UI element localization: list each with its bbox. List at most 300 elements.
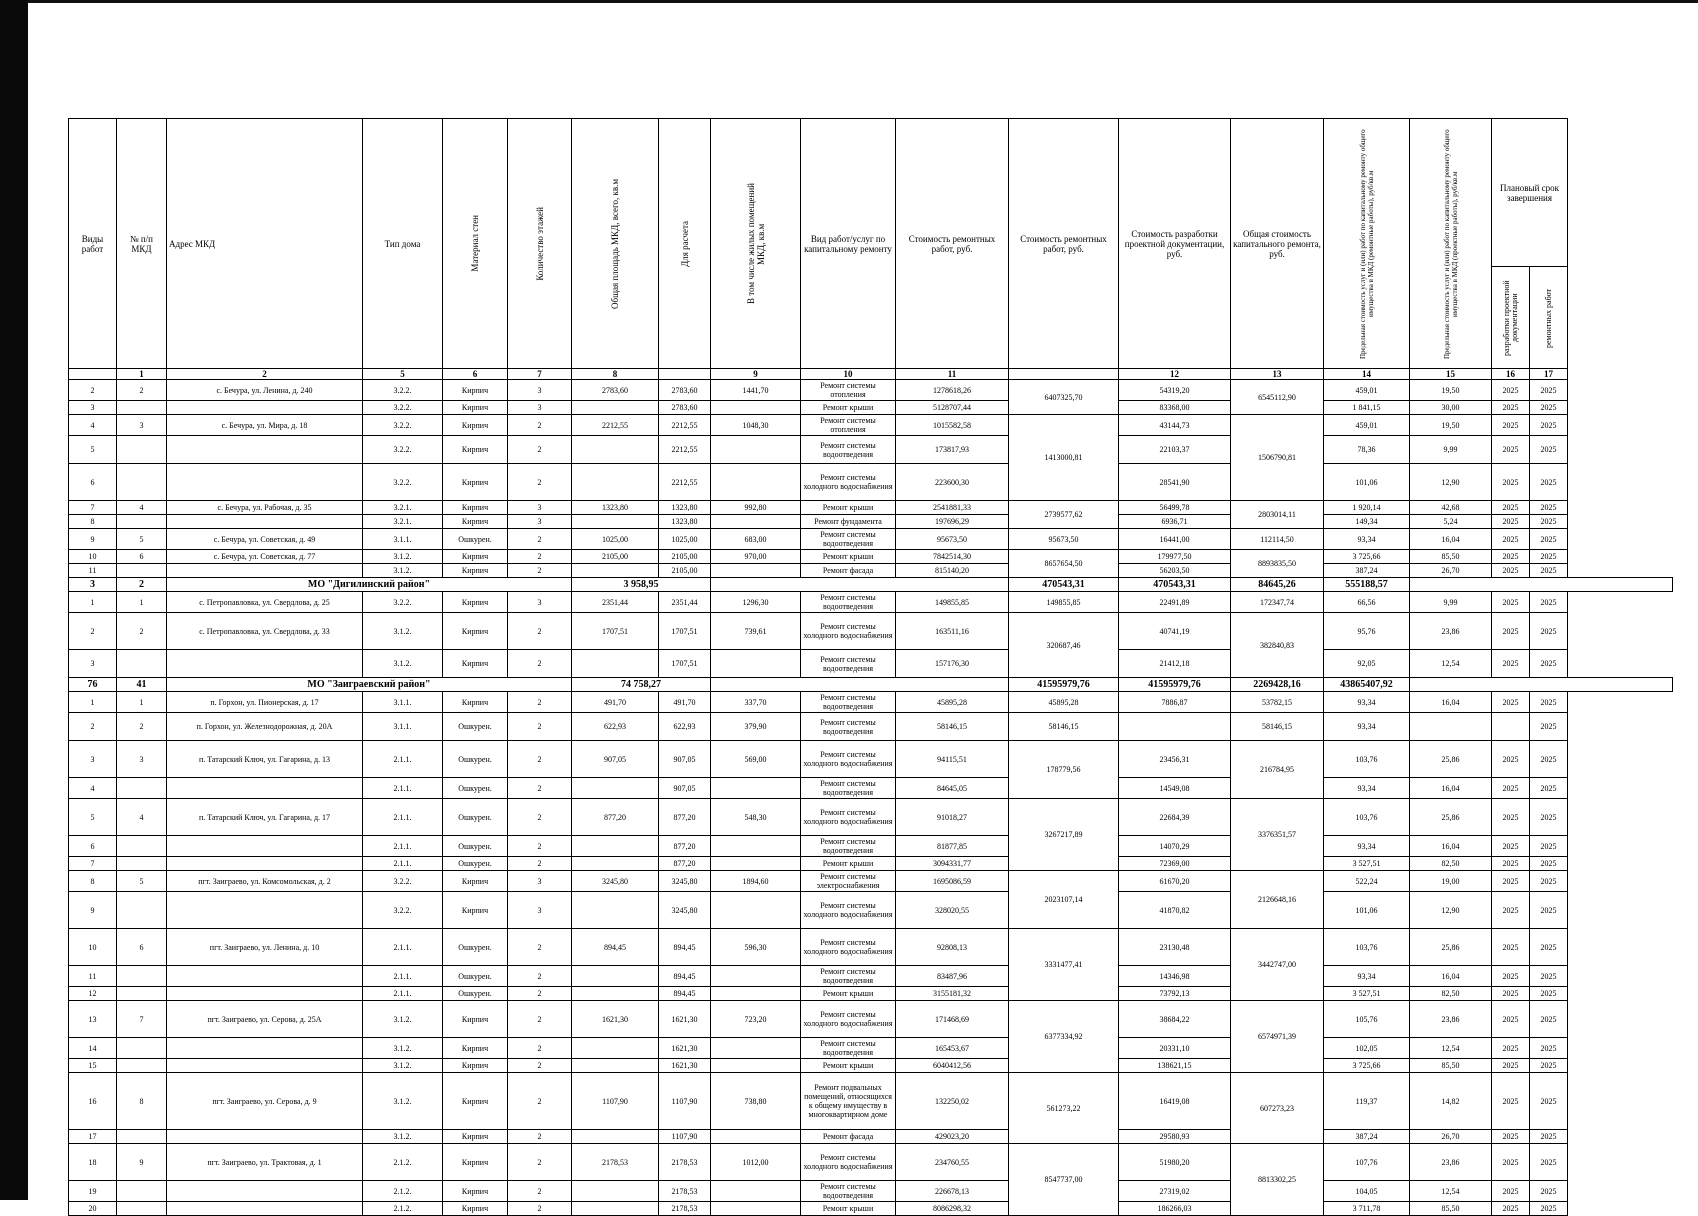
col-srok-pd: [1492, 267, 1530, 369]
cell-pred-pd: 16,04: [1410, 778, 1492, 799]
cell-adres: п. Горхон, ул. Пионерская, д. 17: [167, 692, 363, 713]
cell-material: Кирпич: [443, 415, 508, 436]
cell-ploshad-obsh: [572, 1181, 659, 1202]
cell-etazhi: 2: [508, 436, 572, 464]
cell-nomer: [117, 966, 167, 987]
table-row: [69, 515, 1673, 529]
cell-stoim-rem2: 95673,50: [1009, 529, 1119, 550]
cell-tip-doma: 3.1.1.: [363, 692, 443, 713]
cell-pred-rem: 459,01: [1324, 380, 1410, 401]
cell-etazhi: 2: [508, 1073, 572, 1130]
col-vid-rabot: Виды работ: [69, 119, 117, 369]
cell-pred-rem: 93,34: [1324, 713, 1410, 741]
cell-dlya-rascheta: 2105,00: [659, 550, 711, 564]
cell-etazhi: 2: [508, 550, 572, 564]
cell-ploshad-zhil: 548,30: [711, 799, 801, 836]
cell-pred-pd: 12,54: [1410, 1181, 1492, 1202]
cell-srok-rem: 2025: [1530, 713, 1568, 741]
cell-stoim-pd: 29580,93: [1119, 1130, 1231, 1144]
col-ploshad-obsh: [572, 119, 659, 369]
cell-stoim-pd: 20331,10: [1119, 1038, 1231, 1059]
cell-stoim-pd: 14549,08: [1119, 778, 1231, 799]
cell-ploshad-zhil: [711, 401, 801, 415]
cell-dlya-rascheta: 491,70: [659, 692, 711, 713]
cell-ploshad-obsh: 1621,30: [572, 1001, 659, 1038]
cell-srok-pd: 2025: [1492, 1130, 1530, 1144]
cell-nomer: [117, 987, 167, 1001]
cell-srok-pd: 2025: [1492, 741, 1530, 778]
cell-vid-rabot: 19: [69, 1181, 117, 1202]
cell-stoim-rem2: 58146,15: [1009, 713, 1119, 741]
cell-vid-rabot: 4: [69, 778, 117, 799]
cell-pred-rem: 92,05: [1324, 650, 1410, 678]
cell-pred-rem: 101,06: [1324, 464, 1410, 501]
cell-etazhi: 2: [508, 713, 572, 741]
cell-tip-doma: 3.2.2.: [363, 892, 443, 929]
cell-stoim-rem1: 94115,51: [896, 741, 1009, 778]
cell-pred-rem: 3 527,51: [1324, 857, 1410, 871]
cell-vid-rabot: 6: [69, 464, 117, 501]
table-row: [69, 741, 1673, 778]
cell-nomer: [117, 857, 167, 871]
cell-adres: [167, 892, 363, 929]
municipality-row: [69, 578, 1673, 592]
cell-vid-rabot: 2: [69, 713, 117, 741]
cell-vid-uslug: Ремонт системы водоотведения: [801, 650, 896, 678]
cell-dlya-rascheta: 3245,80: [659, 871, 711, 892]
column-number-cell: [1009, 369, 1119, 380]
cell-vid-rabot: 9: [69, 529, 117, 550]
cell-etazhi: 2: [508, 464, 572, 501]
cell-srok-rem: 2025: [1530, 929, 1568, 966]
cell-ploshad-zhil: [711, 1130, 801, 1144]
cell-vid-uslug: Ремонт системы водоотведения: [801, 692, 896, 713]
cell-stoim-rem1: 3155181,32: [896, 987, 1009, 1001]
cell-stoim-rem2: 41595979,76: [1119, 678, 1231, 692]
cell-stoim-rem1: 171468,69: [896, 1001, 1009, 1038]
cell-stoim-rem1: 41595979,76: [1009, 678, 1119, 692]
table-row: [69, 892, 1673, 929]
cell-nomer: [117, 892, 167, 929]
cell-etazhi: 2: [508, 836, 572, 857]
table-row: [69, 1073, 1673, 1130]
col-srok-rem-label: ремонтных работ: [1543, 287, 1553, 348]
cell-material: Кирпич: [443, 592, 508, 613]
cell-pred-pd: 16,04: [1410, 836, 1492, 857]
cell-stoim-rem1: 5128707,44: [896, 401, 1009, 415]
cell-srok-pd: 2025: [1492, 778, 1530, 799]
cell-tip-doma: 3.1.1.: [363, 529, 443, 550]
cell-stoim-rem1: 163511,16: [896, 613, 1009, 650]
cell-obsh-stoim: 58146,15: [1231, 713, 1324, 741]
cell-srok-rem: 2025: [1530, 464, 1568, 501]
cell-nomer: 8: [117, 1073, 167, 1130]
cell-tip-doma: 2.1.1.: [363, 741, 443, 778]
column-number-cell: 7: [508, 369, 572, 380]
cell-vid-rabot: 7: [69, 857, 117, 871]
cell-nomer: 3: [117, 741, 167, 778]
cell-srok-pd: 2025: [1492, 1001, 1530, 1038]
cell-etazhi: 2: [508, 613, 572, 650]
cell-srok-rem: 2025: [1530, 613, 1568, 650]
cell-stoim-rem2: 6377334,92: [1009, 1001, 1119, 1073]
cell-srok-rem: 2025: [1530, 436, 1568, 464]
cell-adres: [167, 1130, 363, 1144]
cell-srok-rem: 2025: [1530, 892, 1568, 929]
cell-tip-doma: 2.1.1.: [363, 799, 443, 836]
cell-nomer: 5: [117, 529, 167, 550]
cell-ploshad-obsh: 1107,90: [572, 1073, 659, 1130]
cell-dlya-rascheta: 894,45: [659, 987, 711, 1001]
cell-pred-pd: 19,50: [1410, 415, 1492, 436]
cell-tip-doma: 2.1.2.: [363, 1144, 443, 1181]
cell-material: Кирпич: [443, 1038, 508, 1059]
cell-tip-doma: 2.1.1.: [363, 778, 443, 799]
column-number-cell: 8: [572, 369, 659, 380]
cell-pred-pd: 9,99: [1410, 436, 1492, 464]
cell-pred-pd: 23,86: [1410, 1001, 1492, 1038]
column-number-cell: 5: [363, 369, 443, 380]
table-row: [69, 1038, 1673, 1059]
cell-nomer: 5: [117, 871, 167, 892]
cell-ploshad-zhil: [711, 987, 801, 1001]
cell-srok-pd: [1492, 713, 1530, 741]
cell-dlya-rascheta: 2212,55: [659, 415, 711, 436]
cell-stoim-rem1: 2541881,33: [896, 501, 1009, 515]
cell-srok-rem: 2025: [1530, 1038, 1568, 1059]
cell-etazhi: 2: [508, 1202, 572, 1216]
cell-material: Кирпич: [443, 401, 508, 415]
cell-material: Кирпич: [443, 501, 508, 515]
cell-ploshad-zhil: 738,80: [711, 1073, 801, 1130]
cell-pred-rem: 3 711,78: [1324, 1202, 1410, 1216]
cell-nomer: 2: [117, 713, 167, 741]
table-row: [69, 1001, 1673, 1038]
table-row: [69, 1144, 1673, 1181]
cell-adres: с. Бечура, ул. Мира, д. 18: [167, 415, 363, 436]
cell-tip-doma: 3.2.1.: [363, 515, 443, 529]
cell-vid-rabot: 1: [69, 592, 117, 613]
cell-stoim-rem1: 815140,20: [896, 564, 1009, 578]
cell-ploshad-obsh: [572, 515, 659, 529]
cell-stoim-pd: 179977,50: [1119, 550, 1231, 564]
cell-adres: п. Татарский Ключ, ул. Гагарина, д. 17: [167, 799, 363, 836]
cell-vid-rabot: 11: [69, 564, 117, 578]
cell-vid-uslug: Ремонт системы водоотведения: [801, 592, 896, 613]
cell-srok-rem: 2025: [1530, 592, 1568, 613]
cell-ploshad-obsh: [572, 464, 659, 501]
cell-vid-uslug: Ремонт крыши: [801, 550, 896, 564]
cell-ploshad-zhil: 723,20: [711, 1001, 801, 1038]
cell-nomer: 2: [117, 613, 167, 650]
cell-dlya-rascheta: 1107,90: [659, 1073, 711, 1130]
cell-vid-uslug: Ремонт системы водоотведения: [801, 966, 896, 987]
cell-stoim-rem2: 320687,46: [1009, 613, 1119, 678]
table-row: [69, 871, 1673, 892]
cell-srok-rem: 2025: [1530, 1001, 1568, 1038]
cell-pred-pd: 16,04: [1410, 692, 1492, 713]
municipality-row: [69, 678, 1673, 692]
cell-vid-uslug: Ремонт фасада: [801, 1130, 896, 1144]
cell-pred-pd: 82,50: [1410, 857, 1492, 871]
cell-stoim-rem2: 3267217,89: [1009, 799, 1119, 871]
cell-srok-rem: 2025: [1530, 1202, 1568, 1216]
cell-srok-rem: 2025: [1530, 741, 1568, 778]
cell-tip-doma: 3.1.2.: [363, 1130, 443, 1144]
column-number-cell: 16: [1492, 369, 1530, 380]
table-row: [69, 713, 1673, 741]
cell-pred-rem: 387,24: [1324, 564, 1410, 578]
table-row: [69, 1181, 1673, 1202]
cell-srok-pd: 2025: [1492, 401, 1530, 415]
cell-pred-pd: 12,90: [1410, 464, 1492, 501]
cell-tip-doma: 3.2.2.: [363, 415, 443, 436]
cell-obsh-stoim: 3442747,00: [1231, 929, 1324, 1001]
cell-obsh-stoim: 1506790,81: [1231, 415, 1324, 501]
cell-vid-rabot: 5: [69, 799, 117, 836]
cell-stoim-pd: 40741,19: [1119, 613, 1231, 650]
cell-stoim-rem1: 328020,55: [896, 892, 1009, 929]
col-adres: Адрес МКД: [167, 119, 363, 369]
cell-tip-doma: 3.1.2.: [363, 1001, 443, 1038]
cell-tip-doma: 2.1.2.: [363, 1202, 443, 1216]
cell-srok-pd: 2025: [1492, 464, 1530, 501]
cell-ploshad-obsh: 2105,00: [572, 550, 659, 564]
cell-vid-rabot: 18: [69, 1144, 117, 1181]
cell-ploshad-zhil: [711, 564, 801, 578]
table-row: [69, 1059, 1673, 1073]
cell-nomer: [117, 464, 167, 501]
cell-pred-rem: 93,34: [1324, 692, 1410, 713]
cell-material: Кирпич: [443, 1059, 508, 1073]
cell-srok-rem: 2025: [1530, 415, 1568, 436]
cell-material: Ошкурен.: [443, 987, 508, 1001]
cell-srok-pd: 2025: [1492, 592, 1530, 613]
cell-nomer: [117, 401, 167, 415]
cell-obsh-stoim: 53782,15: [1231, 692, 1324, 713]
cell-ploshad-zhil: [711, 1202, 801, 1216]
cell-material: Кирпич: [443, 892, 508, 929]
cell-dlya-rascheta: 2178,53: [659, 1144, 711, 1181]
col-pred-pd: [1410, 119, 1492, 369]
cell-stoim-pd: 72369,00: [1119, 857, 1231, 871]
cell-srok-rem: 2025: [1530, 401, 1568, 415]
cell-pred-pd: 30,00: [1410, 401, 1492, 415]
col-dlya-rascheta-label: Для расчета: [679, 220, 690, 267]
table-row: [69, 929, 1673, 966]
cell-dlya-rascheta: 894,45: [659, 929, 711, 966]
cell-obsh-stoim: 8813302,25: [1231, 1144, 1324, 1216]
cell-nomer: [117, 778, 167, 799]
cell-nomer: 1: [117, 592, 167, 613]
cell-adres: пгт. Заиграево, ул. Трактовая, д. 1: [167, 1144, 363, 1181]
cell-srok-pd: 2025: [1492, 415, 1530, 436]
column-number-cell: [69, 369, 117, 380]
cell-adres: [167, 1181, 363, 1202]
cell-etazhi: 3: [508, 401, 572, 415]
cell-stoim-rem1: 165453,67: [896, 1038, 1009, 1059]
cell-nomer: [117, 1038, 167, 1059]
cell-vid-uslug: Ремонт системы холодного водоснабжения: [801, 464, 896, 501]
cell-pred-pd: 5,24: [1410, 515, 1492, 529]
cell-dlya-rascheta: 2351,44: [659, 592, 711, 613]
col-stoim-pd: Стоимость разработки проектной документации, руб.: [1119, 119, 1231, 369]
cell-ploshad-obsh: [572, 966, 659, 987]
cell-obsh-stoim: 607273,23: [1231, 1073, 1324, 1144]
cell-material: Ошкурен.: [443, 836, 508, 857]
cell-nomer: [117, 436, 167, 464]
cell-srok-rem: 2025: [1530, 515, 1568, 529]
empty-cell: [1410, 578, 1673, 592]
cell-material: Кирпич: [443, 650, 508, 678]
cell-material: Кирпич: [443, 550, 508, 564]
cell-material: Кирпич: [443, 871, 508, 892]
cell-etazhi: 3: [508, 515, 572, 529]
cell-stoim-pd: 23456,31: [1119, 741, 1231, 778]
cell-ploshad-zhil: [711, 778, 801, 799]
cell-srok-rem: 2025: [1530, 836, 1568, 857]
cell-dlya-rascheta: 2783,60: [659, 401, 711, 415]
cell-vid-uslug: Ремонт системы водоотведения: [801, 436, 896, 464]
cell-srok-rem: 2025: [1530, 529, 1568, 550]
table-row: [69, 799, 1673, 836]
cell-stoim-pd: 21412,18: [1119, 650, 1231, 678]
cell-srok-pd: 2025: [1492, 857, 1530, 871]
cell-srok-rem: 2025: [1530, 1181, 1568, 1202]
cell-stoim-rem1: 226678,13: [896, 1181, 1009, 1202]
cell-pred-pd: 25,86: [1410, 929, 1492, 966]
cell-adres: [167, 436, 363, 464]
cell-ploshad-zhil: 1012,00: [711, 1144, 801, 1181]
municipality-title: МО "Дигилинский район": [167, 578, 572, 592]
cell-vid-uslug: Ремонт системы водоотведения: [801, 529, 896, 550]
cell-vid-uslug: Ремонт системы водоотведения: [801, 836, 896, 857]
cell-adres: с. Бечура, ул. Ленина, д. 240: [167, 380, 363, 401]
cell-stoim-pd: [1119, 713, 1231, 741]
cell-stoim-pd: 84645,26: [1231, 578, 1324, 592]
municipality-title: МО "Заиграевский район": [167, 678, 572, 692]
cell-etazhi: 2: [508, 692, 572, 713]
cell-etazhi: 2: [508, 857, 572, 871]
cell-obsh-stoim: 216784,95: [1231, 741, 1324, 799]
cell-srok-rem: 2025: [1530, 966, 1568, 987]
cell-tip-doma: 3.1.2.: [363, 564, 443, 578]
cell-dlya-rascheta: 1621,30: [659, 1059, 711, 1073]
cell-srok-pd: 2025: [1492, 436, 1530, 464]
cell-tip-doma: 3.2.2.: [363, 380, 443, 401]
cell-pred-rem: 104,05: [1324, 1181, 1410, 1202]
cell-srok-rem: 2025: [1530, 857, 1568, 871]
cell-stoim-pd: 7886,87: [1119, 692, 1231, 713]
cell-ploshad-zhil: [711, 1181, 801, 1202]
cell-vid-uslug: Ремонт крыши: [801, 1202, 896, 1216]
cell-srok-rem: 2025: [1530, 564, 1568, 578]
cell-nomer: 2: [117, 578, 167, 592]
cell-nomer: 41: [117, 678, 167, 692]
cell-adres: с. Бечура, ул. Рабочая, д. 35: [167, 501, 363, 515]
cell-stoim-rem1: 157176,30: [896, 650, 1009, 678]
cell-material: Ошкурен.: [443, 529, 508, 550]
cell-dlya-rascheta: 2105,00: [659, 564, 711, 578]
cell-tip-doma: 3.1.2.: [363, 613, 443, 650]
cell-pred-pd: 82,50: [1410, 987, 1492, 1001]
cell-vid-rabot: 76: [69, 678, 117, 692]
cell-etazhi: 2: [508, 799, 572, 836]
cell-stoim-rem1: 8086298,32: [896, 1202, 1009, 1216]
cell-dlya-rascheta: 622,93: [659, 713, 711, 741]
column-number-cell: 6: [443, 369, 508, 380]
empty-cell: [711, 578, 1009, 592]
cell-stoim-rem2: 178779,56: [1009, 741, 1119, 799]
cell-ploshad-obsh: [572, 1038, 659, 1059]
cell-stoim-pd: 54319,20: [1119, 380, 1231, 401]
cell-pred-rem: 102,05: [1324, 1038, 1410, 1059]
cell-pred-pd: 26,70: [1410, 564, 1492, 578]
cell-nomer: 3: [117, 415, 167, 436]
cell-vid-rabot: 4: [69, 415, 117, 436]
cell-vid-uslug: Ремонт системы электроснабжения: [801, 871, 896, 892]
cell-pred-rem: 101,06: [1324, 892, 1410, 929]
cell-stoim-pd: 73792,13: [1119, 987, 1231, 1001]
cell-adres: [167, 966, 363, 987]
cell-dlya-rascheta: 1025,00: [659, 529, 711, 550]
cell-srok-rem: 2025: [1530, 987, 1568, 1001]
cell-pred-rem: 93,34: [1324, 966, 1410, 987]
cell-vid-rabot: 20: [69, 1202, 117, 1216]
cell-pred-pd: 19,00: [1410, 871, 1492, 892]
cell-vid-uslug: Ремонт системы холодного водоснабжения: [801, 741, 896, 778]
cell-ploshad-obsh: 622,93: [572, 713, 659, 741]
cell-adres: [167, 564, 363, 578]
cell-obsh-stoim: 382840,83: [1231, 613, 1324, 678]
cell-ploshad-zhil: [711, 857, 801, 871]
cell-ploshad-zhil: [711, 1038, 801, 1059]
cell-ploshad-obsh: [572, 401, 659, 415]
cell-stoim-rem2: 45895,28: [1009, 692, 1119, 713]
cell-pred-rem: 103,76: [1324, 741, 1410, 778]
cell-adres: [167, 857, 363, 871]
cell-ploshad-zhil: [711, 515, 801, 529]
cell-dlya-rascheta: 2178,53: [659, 1202, 711, 1216]
column-number-row: [69, 369, 1673, 380]
cell-vid-uslug: Ремонт системы водоотведения: [801, 713, 896, 741]
table-row: [69, 650, 1673, 678]
cell-vid-rabot: 3: [69, 650, 117, 678]
cell-ploshad-obsh: 1323,80: [572, 501, 659, 515]
cell-dlya-rascheta: 1323,80: [659, 515, 711, 529]
cell-pred-pd: 26,70: [1410, 1130, 1492, 1144]
cell-stoim-rem1: 95673,50: [896, 529, 1009, 550]
cell-ploshad-obsh: 894,45: [572, 929, 659, 966]
cell-stoim-rem2: 6407325,70: [1009, 380, 1119, 415]
cell-stoim-pd: 51980,20: [1119, 1144, 1231, 1181]
cell-srok-rem: 2025: [1530, 550, 1568, 564]
cell-ploshad-zhil: 992,80: [711, 501, 801, 515]
cell-srok-pd: 2025: [1492, 966, 1530, 987]
cell-etazhi: 2: [508, 741, 572, 778]
cell-vid-uslug: Ремонт крыши: [801, 1059, 896, 1073]
cell-tip-doma: 3.1.2.: [363, 650, 443, 678]
cell-pred-pd: 16,04: [1410, 966, 1492, 987]
table-row: [69, 1130, 1673, 1144]
cell-etazhi: 2: [508, 778, 572, 799]
col-dlya-rascheta: [659, 119, 711, 369]
cell-adres: [167, 1059, 363, 1073]
cell-ploshad-zhil: 1048,30: [711, 415, 801, 436]
cell-adres: [167, 987, 363, 1001]
table-row: [69, 1202, 1673, 1216]
cell-pred-rem: 103,76: [1324, 929, 1410, 966]
